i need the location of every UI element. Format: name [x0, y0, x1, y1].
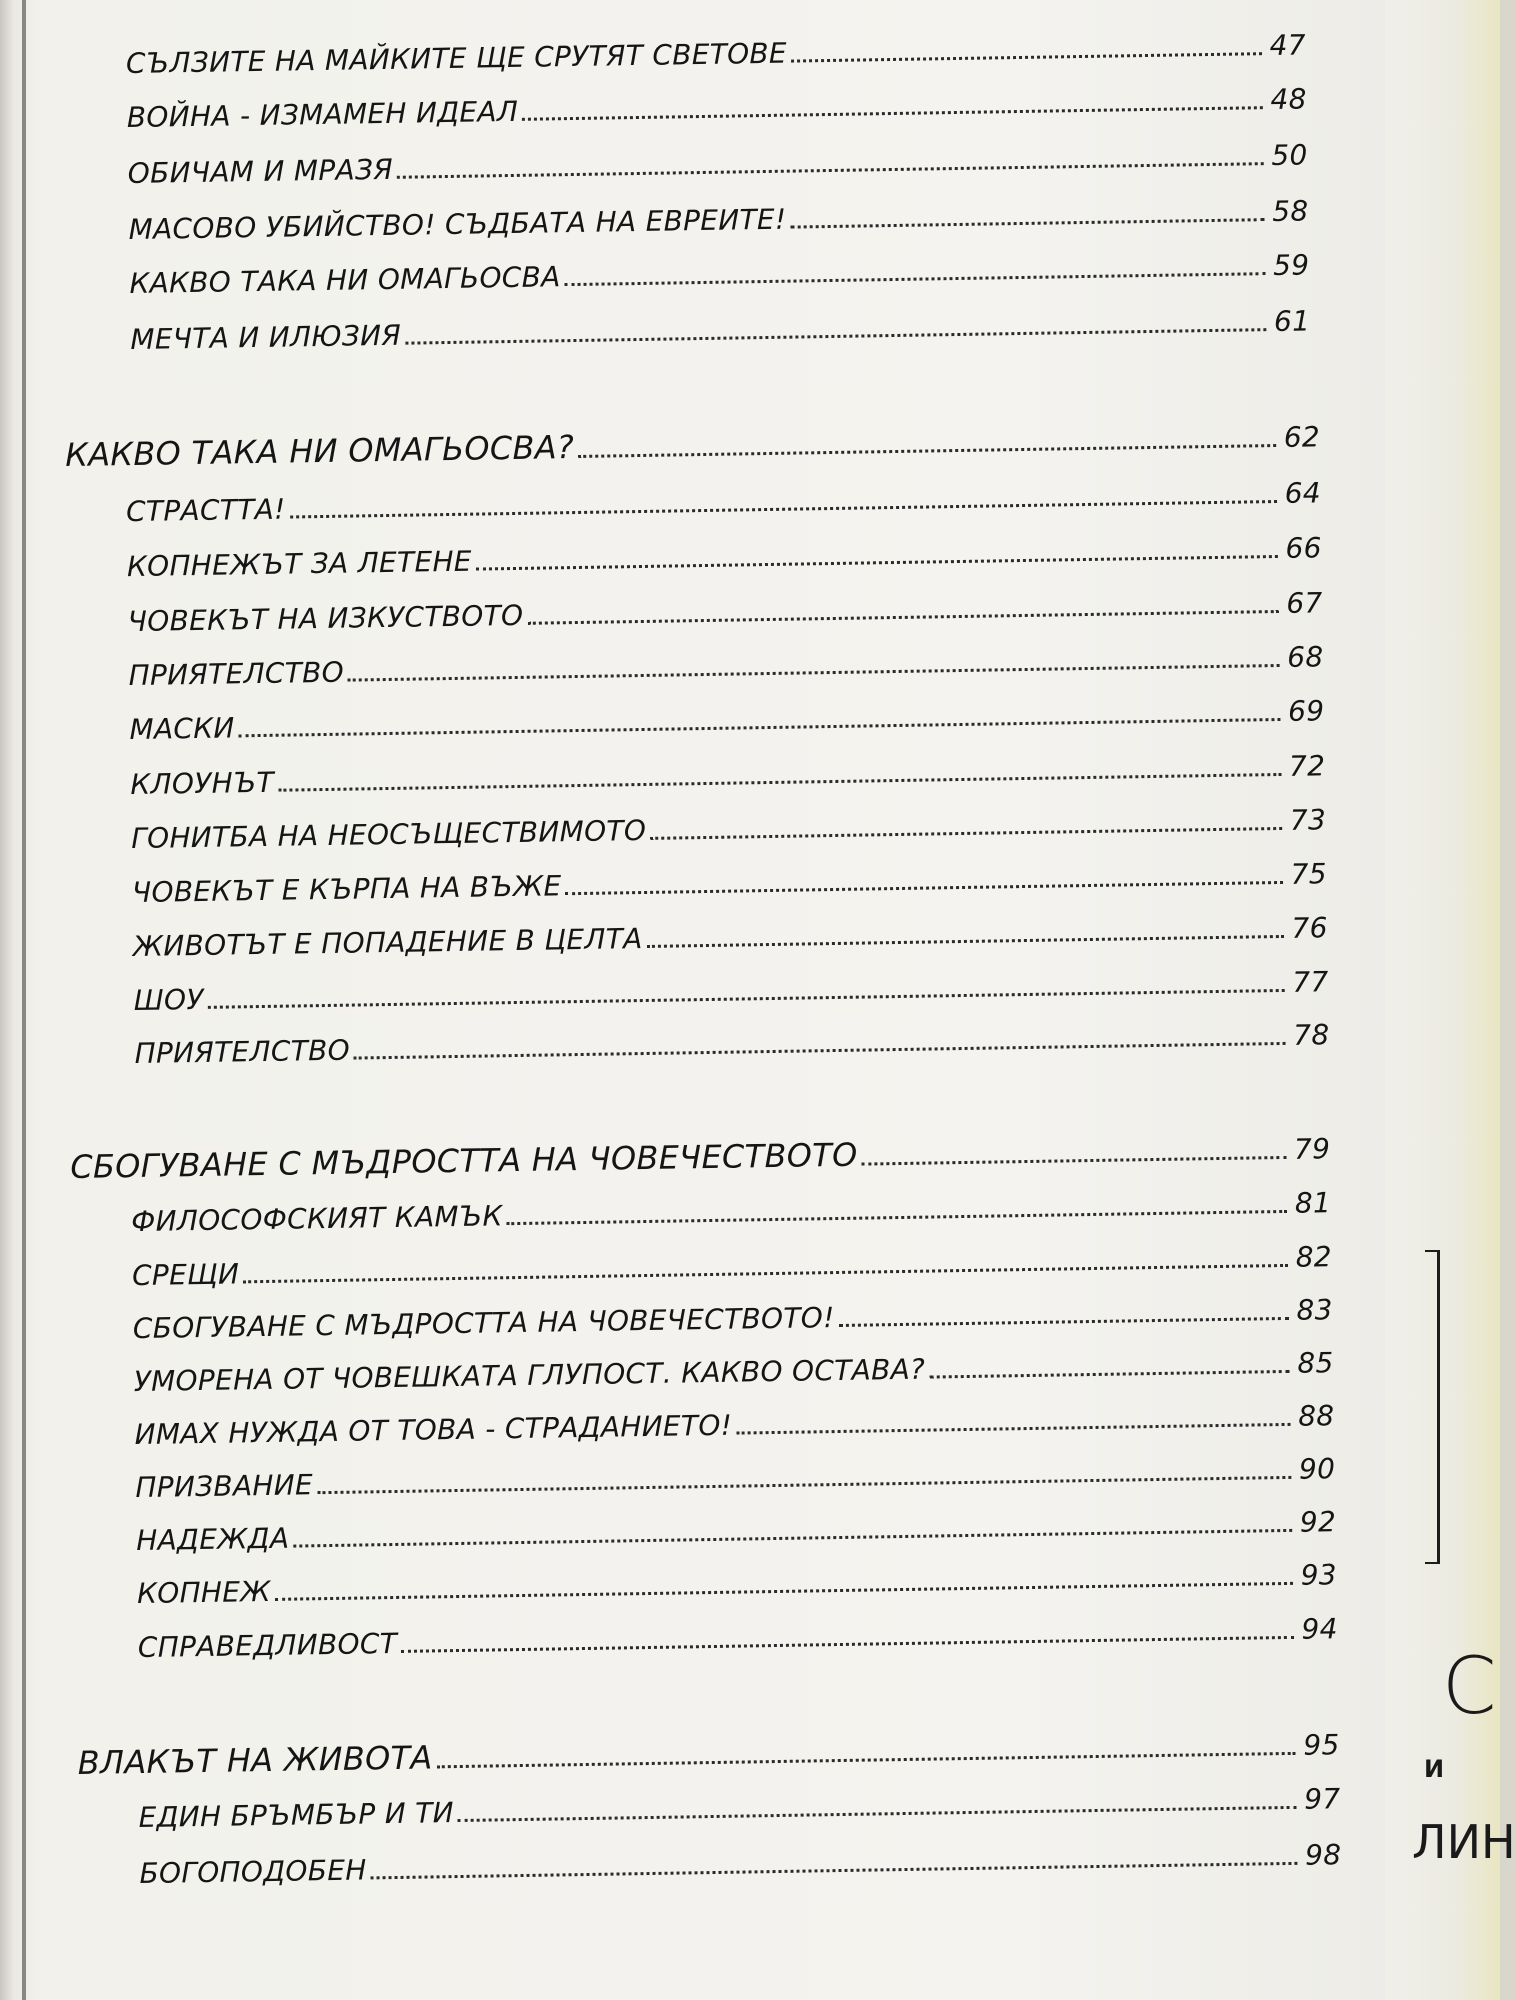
toc-entry-page: 47	[1269, 28, 1307, 63]
toc-section-title: ВЛАКЪТ НА ЖИВОТА	[77, 1738, 433, 1782]
leader-dots	[527, 610, 1278, 625]
toc-entry-title: КОПНЕЖ	[136, 1574, 271, 1611]
toc-entry	[127, 138, 1308, 191]
toc-entry-page: 78	[1292, 1018, 1330, 1052]
toc-entry-page: 50	[1271, 138, 1308, 173]
toc-entry-page: 77	[1292, 965, 1329, 999]
toc-entry-page: 58	[1271, 194, 1309, 229]
toc-entry-page: 59	[1272, 248, 1310, 283]
toc-entry	[128, 194, 1309, 247]
toc-entry-page: 82	[1295, 1240, 1333, 1274]
toc-entry-page: 72	[1288, 749, 1326, 783]
toc-entry-title: ЖИВОТЪТ Е ПОПАДЕНИЕ В ЦЕЛТА	[132, 922, 643, 964]
toc-entry	[132, 1293, 1333, 1346]
toc-entry-title: СБОГУВАНЕ С МЪДРОСТТА НА ЧОВЕЧЕСТВОТО!	[132, 1301, 835, 1346]
toc-entry-title: ОБИЧАМ И МРАЗЯ	[127, 152, 394, 191]
toc-entry	[136, 1558, 1338, 1611]
toc-entry	[130, 803, 1327, 856]
leader-dots	[458, 1806, 1296, 1822]
toc-entry-page: 97	[1303, 1782, 1341, 1816]
leader-dots	[647, 935, 1284, 948]
leader-dots	[278, 773, 1281, 792]
toc-entry-title: ПРИЗВАНИЕ	[135, 1468, 314, 1505]
leader-dots	[736, 1423, 1290, 1435]
toc-entry-title: ПРИЯТЕЛСТВО	[134, 1033, 351, 1071]
toc-entry	[130, 1186, 1332, 1239]
toc-section-entry	[64, 419, 1321, 475]
leader-dots	[239, 718, 1280, 737]
leader-dots	[293, 1529, 1292, 1548]
toc-entry-title: КОПНЕЖЪТ ЗА ЛЕТЕНЕ	[126, 544, 473, 584]
toc-entry-page: 75	[1290, 857, 1328, 891]
toc-entry-page: 73	[1289, 803, 1327, 837]
leader-dots	[791, 218, 1265, 228]
toc-entry	[137, 1612, 1339, 1665]
toc-entry	[135, 1505, 1337, 1558]
toc-entry-title: БОГОПОДОБЕН	[139, 1853, 367, 1891]
toc-entry-title: ВОЙНА - ИЗМАМЕН ИДЕАЛ	[126, 94, 519, 135]
leader-dots	[650, 827, 1282, 840]
leader-dots	[476, 555, 1278, 571]
toc-entry	[134, 1018, 1330, 1071]
facing-page-fragment: ЛИН	[1412, 1815, 1516, 1869]
toc-entry-page: 83	[1296, 1293, 1333, 1327]
toc-entry-title: ЕДИН БРЪМБЪР И ТИ	[138, 1796, 455, 1835]
toc-entry-title: ГОНИТБА НА НЕОСЪЩЕСТВИМОТО	[130, 813, 647, 856]
toc-section-title: СБОГУВАНЕ С МЪДРОСТТА НА ЧОВЕЧЕСТВОТО	[70, 1135, 858, 1187]
toc-entry-page: 67	[1286, 586, 1323, 620]
toc-entry-title: КЛОУНЪТ	[130, 765, 275, 802]
toc-entry-title: СЪЛЗИТЕ НА МАЙКИТЕ ЩЕ СРУТЯТ СВЕТОВЕ	[125, 36, 788, 81]
toc-entry-page: 98	[1304, 1838, 1342, 1872]
leader-dots	[862, 1156, 1286, 1166]
toc-entry-title: ЧОВЕКЪТ Е КЪРПА НА ВЪЖЕ	[131, 869, 562, 910]
leader-dots	[401, 1636, 1293, 1653]
toc-entry-page: 93	[1300, 1558, 1338, 1592]
toc-entry-title: ШОУ	[133, 982, 204, 1018]
toc-entry-page: 85	[1297, 1346, 1334, 1380]
leader-dots	[243, 1264, 1287, 1283]
toc-entry-page: 79	[1293, 1132, 1331, 1166]
leader-dots	[839, 1317, 1289, 1327]
toc-entry-title: СТРАСТТА!	[125, 492, 286, 529]
toc-entry-page: 90	[1298, 1452, 1336, 1486]
toc-entry-title: ПРИЯТЕЛСТВО	[128, 655, 345, 693]
toc-entry-title: УМОРЕНА ОТ ЧОВЕШКАТА ГЛУПОСТ. КАКВО ОСТАВА?	[133, 1352, 926, 1399]
toc-entry-title: СПРАВЕДЛИВОСТ	[137, 1626, 398, 1665]
toc-entry-title: МАСОВО УБИЙСТВО! СЪДБАТА НА ЕВРЕИТЕ!	[128, 202, 787, 247]
toc-entry	[131, 857, 1328, 910]
leader-dots	[522, 106, 1262, 121]
toc-entry-page: 64	[1284, 476, 1322, 510]
leader-dots	[578, 444, 1276, 458]
toc-section-entry	[70, 1131, 1331, 1187]
toc-entry-page: 94	[1301, 1612, 1339, 1646]
toc-entry-title: ИМАХ НУЖДА ОТ ТОВА - СТРАДАНИЕТО!	[134, 1408, 733, 1452]
toc-entry	[132, 911, 1328, 964]
toc-entry-title: СРЕЩИ	[131, 1257, 240, 1293]
toc-entry	[126, 82, 1307, 135]
toc-entry	[133, 1346, 1334, 1399]
leader-dots	[371, 1862, 1298, 1880]
leader-dots	[791, 52, 1262, 62]
toc-entry-page: 68	[1286, 640, 1324, 674]
toc-entry	[135, 1452, 1336, 1505]
leader-dots	[208, 989, 1285, 1009]
toc-entry-page: 81	[1294, 1186, 1332, 1220]
leader-dots	[565, 272, 1266, 286]
leader-dots	[929, 1370, 1289, 1379]
toc-entry-title: ЧОВЕКЪТ НА ИЗКУСТВОТО	[127, 598, 524, 639]
leader-dots	[290, 500, 1277, 519]
toc-entry-page: 48	[1270, 82, 1307, 117]
toc-entry	[128, 640, 1324, 693]
toc-entry	[138, 1782, 1341, 1835]
leader-dots	[275, 1582, 1293, 1601]
toc-entry-page: 95	[1303, 1728, 1340, 1762]
facing-page-large-letter: С	[1442, 1642, 1497, 1732]
toc-entry	[125, 28, 1307, 81]
toc-entry	[134, 1399, 1335, 1452]
toc-entry-page: 62	[1283, 420, 1321, 454]
facing-page-small-letter: И	[1424, 1755, 1445, 1783]
toc-section-entry	[77, 1727, 1340, 1782]
toc-entry	[130, 304, 1311, 356]
toc-entry-page: 88	[1297, 1399, 1335, 1433]
leader-dots	[354, 1042, 1285, 1060]
leader-dots	[397, 162, 1263, 179]
toc-section-title: КАКВО ТАКА НИ ОМАГЬОСВА?	[64, 428, 575, 475]
toc-entry-page: 66	[1285, 531, 1323, 565]
toc-entry	[139, 1838, 1342, 1891]
toc-entry	[129, 248, 1310, 300]
toc-entry-page: 76	[1291, 911, 1328, 945]
toc-entry-page: 69	[1287, 694, 1325, 728]
toc-entry-title: МАСКИ	[129, 711, 235, 747]
toc-entry-title: КАКВО ТАКА НИ ОМАГЬОСВА	[129, 260, 561, 300]
leader-dots	[566, 881, 1283, 895]
toc-entry-title: ФИЛОСОФСКИЯТ КАМЪК	[130, 1199, 503, 1239]
toc-entry	[133, 965, 1329, 1018]
toc-entry	[126, 531, 1323, 584]
toc-entry	[130, 749, 1326, 802]
leader-dots	[348, 664, 1279, 682]
bracket-decoration	[1425, 1250, 1440, 1564]
toc-entry-page: 92	[1299, 1505, 1337, 1539]
toc-entry	[129, 694, 1325, 747]
toc-entry	[127, 586, 1323, 639]
toc-entry-title: МЕЧТА И ИЛЮЗИЯ	[130, 318, 402, 356]
leader-dots	[507, 1210, 1287, 1225]
toc-entry	[125, 476, 1322, 529]
leader-dots	[437, 1752, 1296, 1768]
toc-entry-page: 61	[1273, 304, 1311, 339]
toc-entry-title: НАДЕЖДА	[135, 1521, 290, 1558]
leader-dots	[405, 328, 1266, 345]
toc-entry	[131, 1240, 1333, 1293]
leader-dots	[317, 1476, 1291, 1494]
